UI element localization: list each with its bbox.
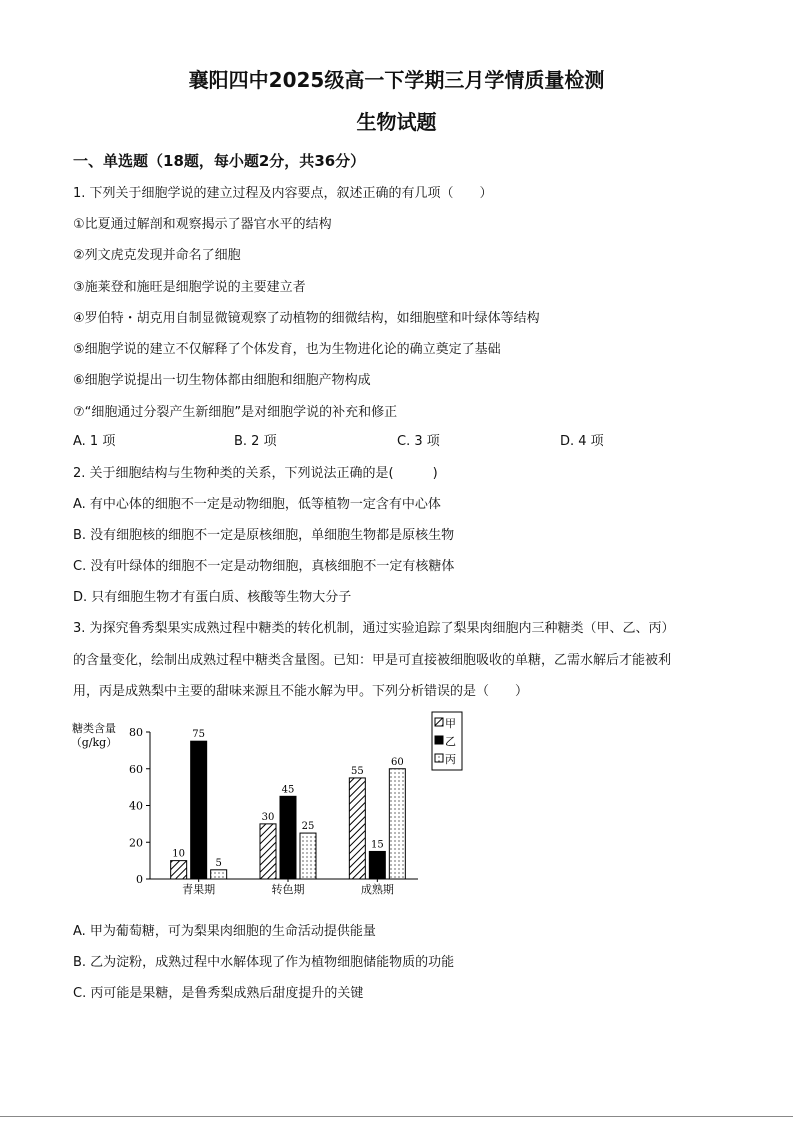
q2-option-d[interactable]: D. 只有细胞生物才有蛋白质、核酸等生物大分子 [73, 590, 352, 605]
q1-option-b[interactable]: B. 2 项 [234, 434, 277, 449]
chart-svg [70, 708, 490, 903]
y-axis-unit: （g/kg） [70, 736, 118, 749]
sugar-content-chart [70, 708, 490, 903]
bar-value-label: 30 [261, 811, 275, 823]
q3-stem-line: 用，丙是成熟梨中主要的甜味来源且不能水解为甲。下列分析错误的是（ ） [73, 684, 529, 699]
y-axis-label: 糖类含量 [72, 722, 116, 735]
q2-option-a[interactable]: A. 有中心体的细胞不一定是动物细胞，低等植物一定含有中心体 [73, 497, 441, 512]
bar-value-label: 5 [215, 857, 222, 869]
legend-swatch-乙 [435, 736, 443, 744]
bar-value-label: 15 [370, 839, 384, 851]
q3-option-c[interactable]: C. 丙可能是果糖，是鲁秀梨成熟后甜度提升的关键 [73, 986, 364, 1001]
q1-option-a[interactable]: A. 1 项 [73, 434, 116, 449]
legend-label: 丙 [445, 753, 456, 766]
x-tick-label: 成熟期 [360, 883, 394, 896]
page-bottom-rule [0, 1116, 793, 1117]
q1-item: ⑦“细胞通过分裂产生新细胞”是对细胞学说的补充和修正 [73, 405, 398, 420]
q1-option-d[interactable]: D. 4 项 [560, 434, 604, 449]
bar-乙 [191, 741, 207, 879]
y-tick-label: 60 [129, 762, 143, 776]
q2-option-c[interactable]: C. 没有叶绿体的细胞不一定是动物细胞，真核细胞不一定有核糖体 [73, 559, 455, 574]
x-tick-label: 青果期 [182, 883, 216, 896]
q2-option-b[interactable]: B. 没有细胞核的细胞不一定是原核细胞，单细胞生物都是原核生物 [73, 528, 455, 543]
q3-option-a[interactable]: A. 甲为葡萄糖，可为梨果肉细胞的生命活动提供能量 [73, 924, 376, 939]
q1-item: ③施莱登和施旺是细胞学说的主要建立者 [73, 280, 306, 295]
q1-item: ①比夏通过解剖和观察揭示了器官水平的结构 [73, 217, 332, 232]
legend-label: 乙 [445, 735, 456, 748]
legend-swatch-甲 [435, 718, 443, 726]
q1-item: ④罗伯特・胡克用自制显微镜观察了动植物的细微结构，如细胞壁和叶绿体等结构 [73, 311, 540, 326]
bar-乙 [369, 851, 385, 879]
bar-value-label: 55 [350, 765, 364, 777]
bar-甲 [349, 778, 365, 879]
q3-stem-line: 的含量变化，绘制出成熟过程中糖类含量图。已知：甲是可直接被细胞吸收的单糖，乙需水解后才能被利 [73, 653, 672, 668]
legend-label: 甲 [445, 717, 456, 730]
q1-item: ⑥细胞学说提出一切生物体都由细胞和细胞产物构成 [73, 373, 371, 388]
bar-丙 [300, 833, 316, 879]
bar-value-label: 60 [390, 756, 404, 768]
legend-swatch-丙 [435, 754, 443, 762]
q2-stem: 2. 关于细胞结构与生物种类的关系，下列说法正确的是( ) [73, 466, 438, 481]
exam-title: 襄阳四中2025级高一下学期三月学情质量检测 [188, 68, 605, 92]
bar-value-label: 25 [301, 821, 315, 833]
exam-subtitle: 生物试题 [356, 110, 437, 134]
q1-option-c[interactable]: C. 3 项 [397, 434, 440, 449]
q1-item: ⑤细胞学说的建立不仅解释了个体发育，也为生物进化论的确立奠定了基础 [73, 342, 501, 357]
q1-item: ②列文虎克发现并命名了细胞 [73, 248, 241, 263]
bar-丙 [211, 870, 227, 879]
bar-甲 [260, 824, 276, 879]
y-tick-label: 40 [129, 799, 143, 813]
y-tick-label: 80 [129, 726, 143, 739]
bar-value-label: 45 [281, 784, 295, 796]
bar-乙 [280, 796, 296, 879]
q3-option-b[interactable]: B. 乙为淀粉，成熟过程中水解体现了作为植物细胞储能物质的功能 [73, 955, 455, 970]
bar-value-label: 10 [172, 848, 186, 860]
x-tick-label: 转色期 [271, 883, 305, 896]
q3-stem-line: 3. 为探究鲁秀梨果实成熟过程中糖类的转化机制，通过实验追踪了梨果肉细胞内三种糖类（甲、乙、丙） [73, 621, 675, 636]
q1-stem: 1. 下列关于细胞学说的建立过程及内容要点，叙述正确的有几项（ ） [73, 186, 493, 201]
bar-丙 [389, 769, 405, 879]
y-tick-label: 20 [129, 836, 143, 850]
bar-甲 [171, 861, 187, 879]
y-tick-label: 0 [136, 873, 143, 886]
bar-value-label: 75 [192, 729, 206, 741]
section-heading: 一、单选题（18题，每小题2分，共36分） [73, 152, 366, 170]
